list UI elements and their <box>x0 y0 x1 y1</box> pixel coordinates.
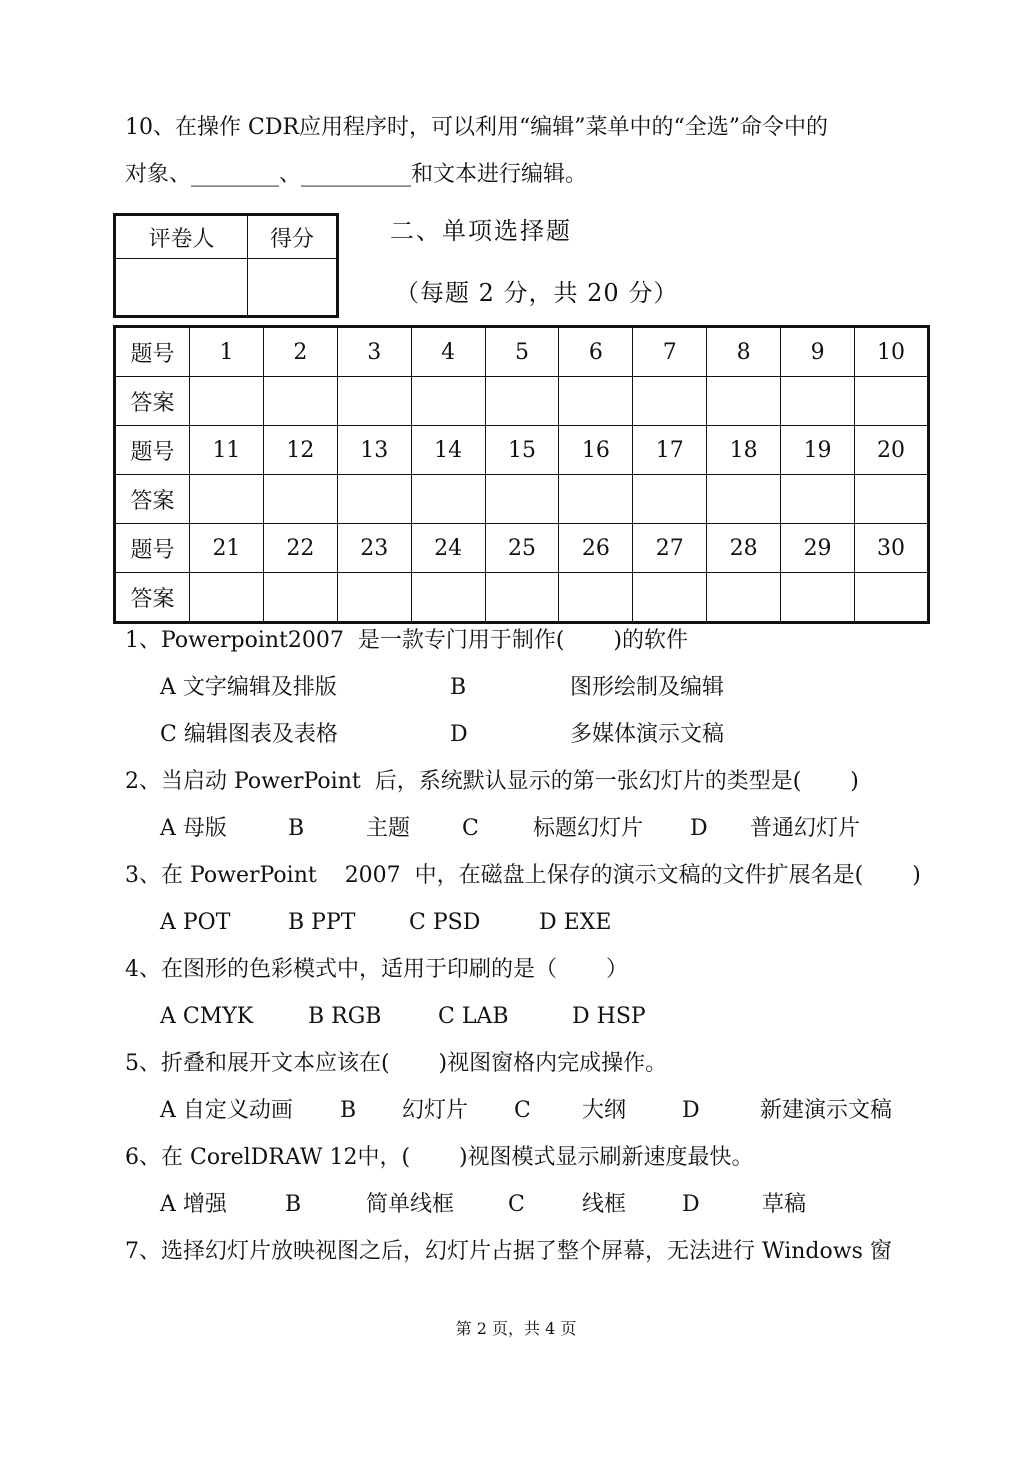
q2-option-d-text: 普通幻灯片 <box>750 816 861 841</box>
question-number: 19 <box>781 426 855 475</box>
q6-option-b-letter: B <box>285 1192 302 1217</box>
grader-score-cell[interactable] <box>248 259 338 317</box>
answer-grid-number-row <box>115 426 929 475</box>
answer-cell[interactable] <box>411 377 485 426</box>
answer-cell[interactable] <box>190 377 264 426</box>
q1-option-b-text: 图形绘制及编辑 <box>570 675 725 700</box>
answer-cell[interactable] <box>855 377 929 426</box>
answer-cell[interactable] <box>190 573 264 623</box>
question-number: 1 <box>190 327 264 377</box>
q5-option-b-letter: B <box>340 1098 357 1123</box>
answer-grid <box>113 325 930 624</box>
q2-option-c-text: 标题幻灯片 <box>533 816 644 841</box>
question-number: 30 <box>855 524 929 573</box>
question-number: 8 <box>707 327 781 377</box>
question-number: 29 <box>781 524 855 573</box>
q6-option-c-letter: C <box>508 1192 525 1217</box>
question-number: 7 <box>633 327 707 377</box>
question-number: 23 <box>337 524 411 573</box>
q3-option-b: B PPT <box>288 910 356 935</box>
question-5-text: 5、折叠和展开文本应该在( )视图窗格内完成操作。 <box>125 1051 668 1076</box>
page-footer: 第 2 页，共 4 页 <box>455 1319 577 1338</box>
q6-option-d-text: 草稿 <box>762 1192 807 1217</box>
q2-option-c-letter: C <box>462 816 479 841</box>
grader-reviewer-label: 评卷人 <box>115 215 248 259</box>
question-number: 22 <box>263 524 337 573</box>
question-number: 13 <box>337 426 411 475</box>
row-label-answer: 答案 <box>115 377 190 426</box>
q2-option-b-text: 主题 <box>366 816 411 841</box>
question-1-text: 1、Powerpoint2007 是一款专门用于制作( )的软件 <box>125 628 688 653</box>
question-number: 26 <box>559 524 633 573</box>
q1-option-a: A 文字编辑及排版 <box>160 675 337 700</box>
question-number: 14 <box>411 426 485 475</box>
q5-option-c-letter: C <box>514 1098 531 1123</box>
answer-cell[interactable] <box>633 475 707 524</box>
grader-box <box>113 213 339 318</box>
answer-cell[interactable] <box>707 475 781 524</box>
answer-cell[interactable] <box>485 475 559 524</box>
question-2-text: 2、当启动 PowerPoint 后，系统默认显示的第一张幻灯片的类型是( ) <box>125 769 859 794</box>
question-number: 24 <box>411 524 485 573</box>
question-number: 25 <box>485 524 559 573</box>
q6-option-d-letter: D <box>682 1192 700 1217</box>
answer-cell[interactable] <box>337 573 411 623</box>
question-number: 18 <box>707 426 781 475</box>
answer-cell[interactable] <box>855 573 929 623</box>
answer-grid-number-row <box>115 327 929 377</box>
answer-cell[interactable] <box>411 573 485 623</box>
q3-option-d: D EXE <box>539 910 612 935</box>
question-number: 15 <box>485 426 559 475</box>
answer-cell[interactable] <box>337 377 411 426</box>
q10-line1: 10、在操作 CDR应用程序时，可以利用“编辑”菜单中的“全选”命令中的 <box>125 115 829 140</box>
grader-reviewer-cell[interactable] <box>115 259 248 317</box>
q5-option-b-text: 幻灯片 <box>402 1098 469 1123</box>
answer-cell[interactable] <box>855 475 929 524</box>
answer-cell[interactable] <box>485 377 559 426</box>
answer-cell[interactable] <box>781 475 855 524</box>
q6-option-c-text: 线框 <box>582 1192 627 1217</box>
q1-option-d-text: 多媒体演示文稿 <box>570 722 725 747</box>
answer-cell[interactable] <box>263 377 337 426</box>
question-number: 2 <box>263 327 337 377</box>
q5-option-c-text: 大纲 <box>582 1098 627 1123</box>
answer-cell[interactable] <box>263 475 337 524</box>
answer-cell[interactable] <box>559 377 633 426</box>
answer-cell[interactable] <box>559 573 633 623</box>
grader-score-label: 得分 <box>248 215 338 259</box>
answer-cell[interactable] <box>633 573 707 623</box>
q4-option-b: B RGB <box>308 1004 382 1029</box>
answer-cell[interactable] <box>263 573 337 623</box>
question-6-text: 6、在 CorelDRAW 12中，( )视图模式显示刷新速度最快。 <box>125 1145 754 1170</box>
row-label-number: 题号 <box>115 524 190 573</box>
question-number: 28 <box>707 524 781 573</box>
question-number: 3 <box>337 327 411 377</box>
row-label-answer: 答案 <box>115 475 190 524</box>
q6-option-a: A 增强 <box>160 1192 227 1217</box>
q1-option-d-letter: D <box>450 722 468 747</box>
q1-option-c: C 编辑图表及表格 <box>160 722 338 747</box>
answer-cell[interactable] <box>559 475 633 524</box>
answer-cell[interactable] <box>781 377 855 426</box>
question-number: 11 <box>190 426 264 475</box>
answer-cell[interactable] <box>707 573 781 623</box>
q1-option-b-letter: B <box>450 675 467 700</box>
question-number: 4 <box>411 327 485 377</box>
q6-option-b-text: 简单线框 <box>366 1192 455 1217</box>
question-4-text: 4、在图形的色彩模式中，适用于印刷的是（ ） <box>125 957 628 982</box>
q4-option-d: D HSP <box>572 1004 646 1029</box>
question-number: 9 <box>781 327 855 377</box>
question-3-text: 3、在 PowerPoint 2007 中，在磁盘上保存的演示文稿的文件扩展名是( ) <box>125 863 921 888</box>
q10-line2: 对象、________、__________和文本进行编辑。 <box>125 162 588 187</box>
answer-cell[interactable] <box>781 573 855 623</box>
q3-option-c: C PSD <box>409 910 481 935</box>
question-number: 17 <box>633 426 707 475</box>
q4-option-c: C LAB <box>438 1004 509 1029</box>
row-label-number: 题号 <box>115 327 190 377</box>
question-7-text: 7、选择幻灯片放映视图之后，幻灯片占据了整个屏幕，无法进行 Windows 窗 <box>125 1239 892 1264</box>
question-number: 10 <box>855 327 929 377</box>
row-label-number: 题号 <box>115 426 190 475</box>
answer-grid-answer-row <box>115 573 929 623</box>
question-number: 21 <box>190 524 264 573</box>
q2-option-b-letter: B <box>288 816 305 841</box>
row-label-answer: 答案 <box>115 573 190 623</box>
q4-option-a: A CMYK <box>160 1004 254 1029</box>
answer-grid-answer-row <box>115 475 929 524</box>
section-subtitle: （每题 2 分，共 20 分） <box>395 279 679 307</box>
answer-grid-number-row <box>115 524 929 573</box>
answer-grid-answer-row <box>115 377 929 426</box>
question-number: 27 <box>633 524 707 573</box>
q5-option-d-letter: D <box>682 1098 700 1123</box>
answer-cell[interactable] <box>633 377 707 426</box>
question-number: 20 <box>855 426 929 475</box>
q3-option-a: A POT <box>160 910 231 935</box>
answer-cell[interactable] <box>485 573 559 623</box>
q2-option-a: A 母版 <box>160 816 227 841</box>
question-number: 12 <box>263 426 337 475</box>
question-number: 6 <box>559 327 633 377</box>
answer-cell[interactable] <box>190 475 264 524</box>
q5-option-a: A 自定义动画 <box>160 1098 293 1123</box>
section-title: 二、单项选择题 <box>390 217 572 245</box>
q5-option-d-text: 新建演示文稿 <box>760 1098 893 1123</box>
question-number: 16 <box>559 426 633 475</box>
answer-cell[interactable] <box>707 377 781 426</box>
answer-cell[interactable] <box>337 475 411 524</box>
question-number: 5 <box>485 327 559 377</box>
q2-option-d-letter: D <box>690 816 708 841</box>
answer-cell[interactable] <box>411 475 485 524</box>
